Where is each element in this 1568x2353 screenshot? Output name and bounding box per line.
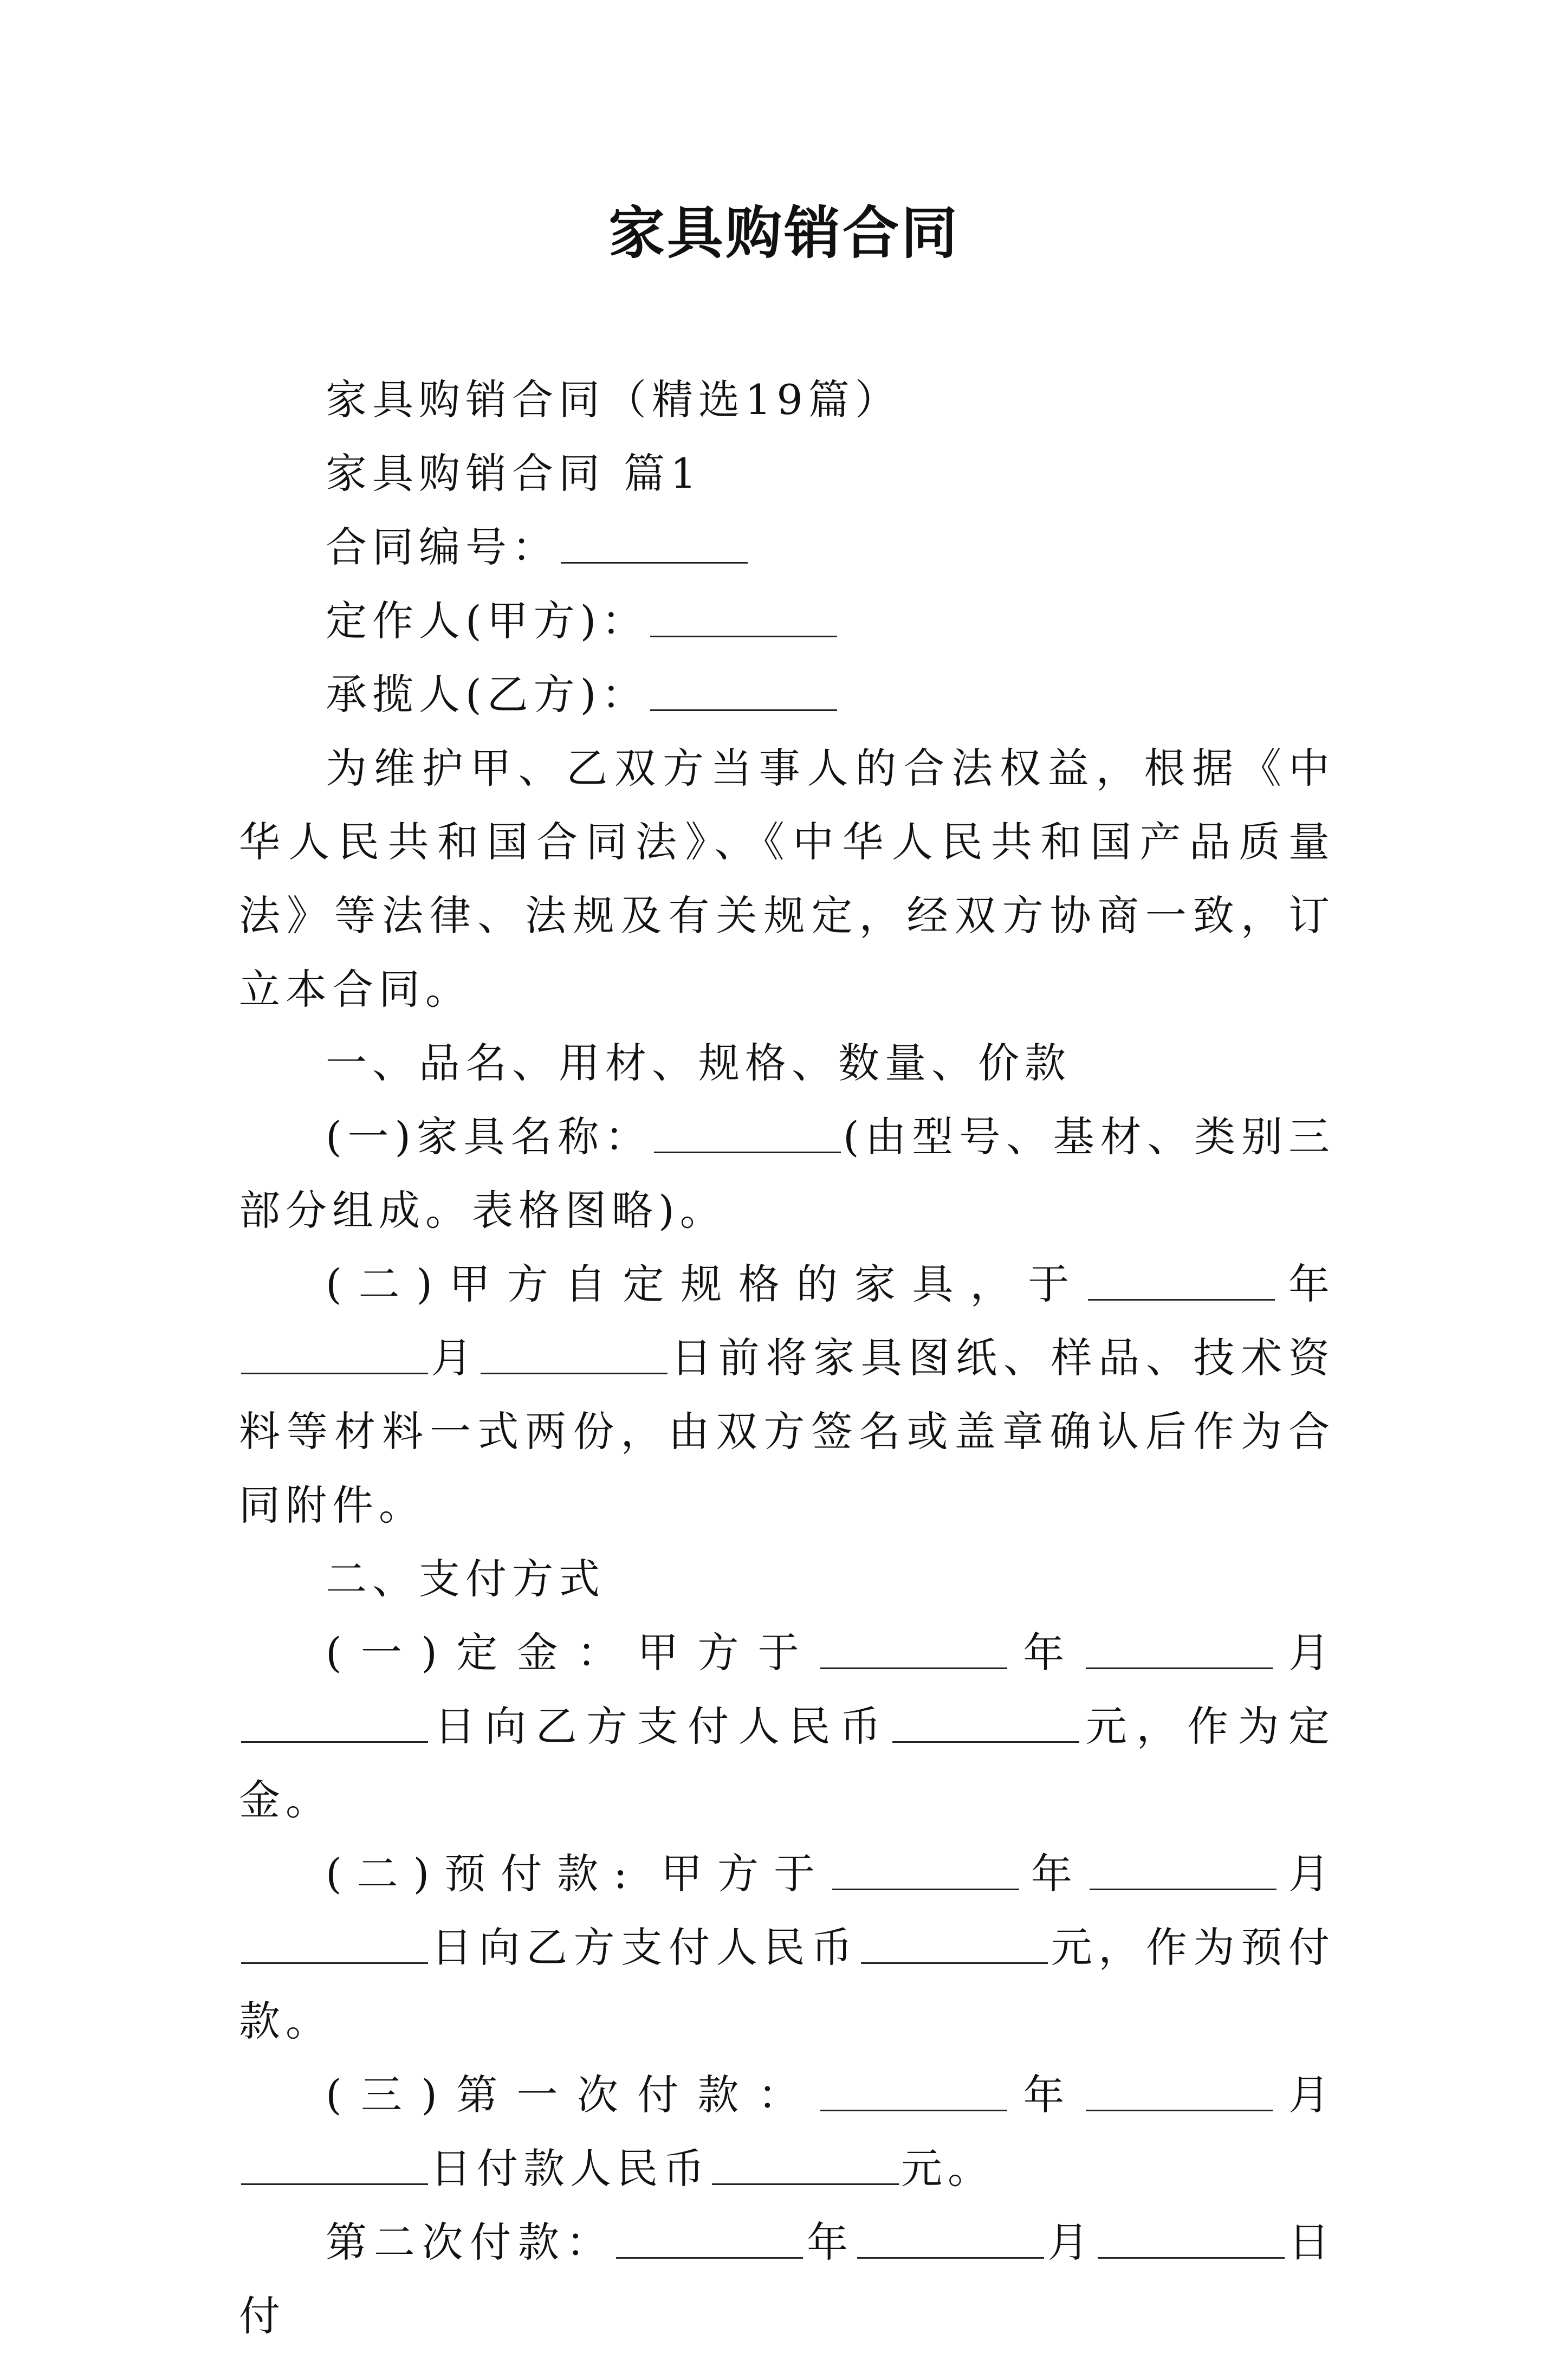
year-blank	[1088, 1258, 1275, 1301]
first-amount-blank	[712, 2142, 899, 2185]
party-a-field: 定作人(甲方)：	[239, 584, 1335, 658]
deposit-day-blank	[241, 1700, 428, 1743]
furniture-name-blank	[654, 1110, 841, 1153]
second-year-blank	[616, 2216, 803, 2259]
day-blank	[481, 1331, 668, 1374]
preamble-paragraph: 为维护甲、乙双方当事人的合法权益，根据《中华人民共和国合同法》、《中华人民共和国产品质量法》等法律、法规及有关规定，经双方协商一致，订立本合同。	[239, 744, 1335, 1013]
second-month-blank	[857, 2216, 1044, 2259]
second-day-blank	[1098, 2216, 1285, 2259]
advance-year-blank	[832, 1847, 1019, 1890]
first-month-blank	[1086, 2068, 1273, 2111]
clause2-advance: (二)预付款: 甲方于 年 月日向乙方支付人民币 元，作为预付款。	[239, 1837, 1335, 2058]
subtitle: 家具购销合同（精选19篇）	[326, 376, 902, 424]
party-a-blank	[650, 594, 837, 637]
clause1-item1: (一)家具名称： (由型号、基材、类别三部分组成。表格图略)。	[239, 1100, 1335, 1247]
advance-amount-blank	[861, 1921, 1048, 1964]
advance-day-blank	[241, 1921, 428, 1964]
advance-month-blank	[1090, 1847, 1277, 1890]
clause2-first-payment: (三)第一次付款： 年 月日付款人民币 元。	[239, 2058, 1335, 2206]
clause2-second-payment: 第二次付款： 年 月 日付	[239, 2206, 1335, 2353]
first-year-blank	[820, 2068, 1007, 2111]
deposit-year-blank	[820, 1626, 1007, 1669]
party-b-blank	[650, 668, 837, 711]
deposit-month-blank	[1086, 1626, 1273, 1669]
clause2-deposit: (一)定金：甲方于 年 月日向乙方支付人民币 元，作为定金。	[239, 1616, 1335, 1837]
contract-number-field: 合同编号：	[239, 510, 1335, 584]
deposit-amount-blank	[892, 1700, 1079, 1743]
clause1-heading: 一、品名、用材、规格、数量、价款	[326, 1039, 1071, 1087]
month-blank	[241, 1331, 428, 1374]
document-body	[239, 363, 1335, 2353]
party-b-field: 承揽人(乙方)：	[239, 658, 1335, 732]
clause2-heading: 二、支付方式	[326, 1555, 605, 1603]
first-day-blank	[241, 2142, 428, 2185]
contract-number-blank	[561, 521, 748, 564]
section-heading: 家具购销合同 篇1	[326, 449, 702, 497]
document-title: 家具购销合同	[608, 199, 960, 266]
clause1-item2: (二)甲方自定规格的家具，于 年月 日前将家具图纸、样品、技术资料等材料一式两份，由双方签名或盖章确认后作为合同附件。	[239, 1247, 1335, 1542]
